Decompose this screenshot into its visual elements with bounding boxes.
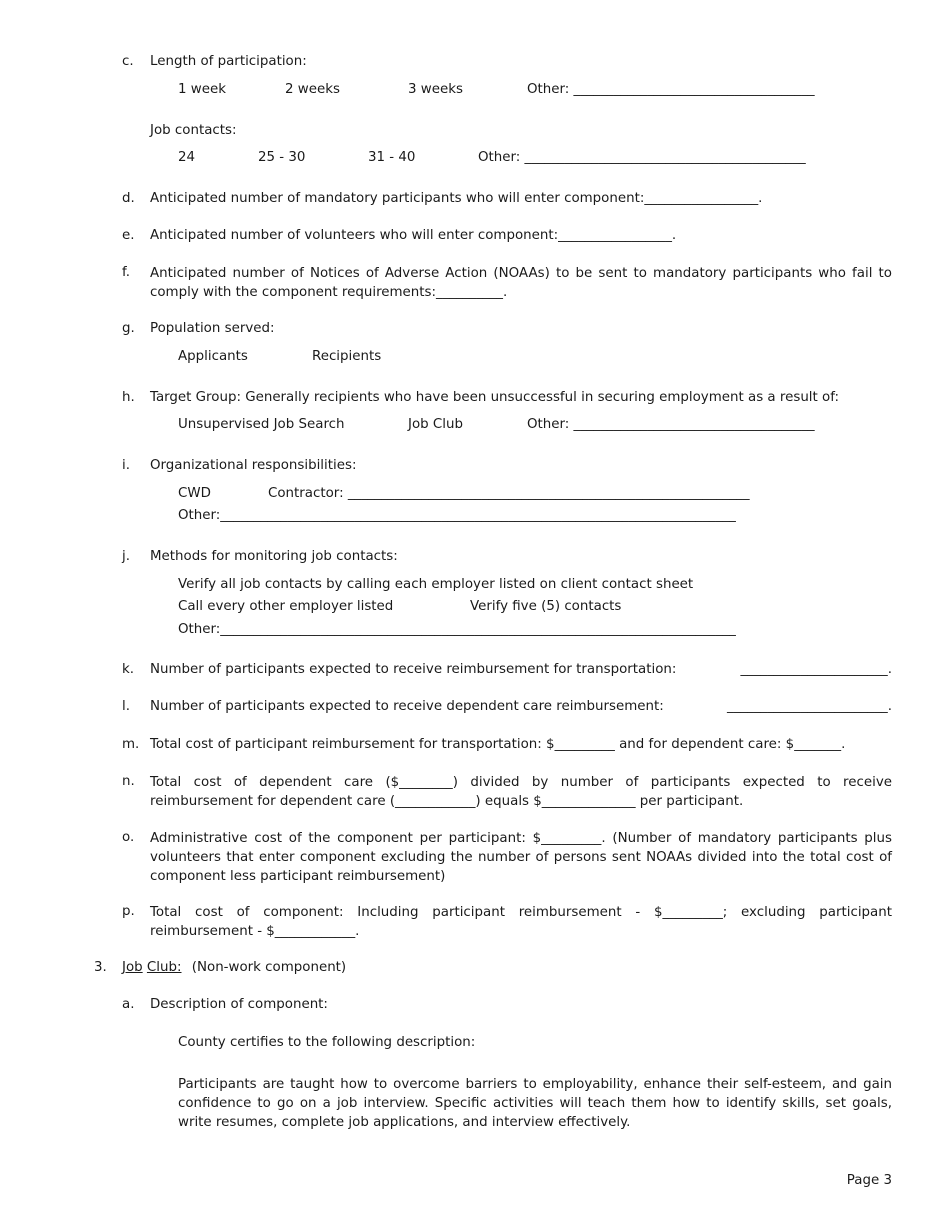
item-a-title: Description of component: [150,997,328,1012]
section-3-title-job: Job [122,960,143,975]
item-d-text[interactable]: Anticipated number of mandatory participants who will enter component:_________________. [150,191,763,206]
contacts-other-field[interactable]: Other: __________________________________________ [478,150,806,165]
contacts-option-25-30[interactable]: 25 - 30 [258,150,306,165]
page-number: Page 3 [846,1173,892,1188]
job-contacts-label: Job contacts: [150,123,237,138]
item-h-text: Target Group: Generally recipients who have been unsuccessful in securing employment as a result of: [150,390,839,405]
contacts-option-31-40[interactable]: 31 - 40 [368,150,416,165]
item-l-text: Number of participants expected to receive dependent care reimbursement: [150,699,664,714]
section-3-title-club: Club: [146,960,182,975]
section-3-heading [122,959,346,978]
length-other-field[interactable]: Other: ____________________________________ [527,82,815,97]
item-j-title: Methods for monitoring job contacts: [150,549,398,564]
item-e-letter: e. [122,228,135,243]
item-l-letter: l. [122,699,130,714]
item-f-letter: f. [122,265,130,280]
item-m-text[interactable]: Total cost of participant reimbursement for transportation: $_________ and for dependent care: $_______. [150,737,846,752]
responsibility-other-field[interactable]: Other:_____________________________________________________________________________ [178,508,736,523]
item-o-letter: o. [122,830,135,845]
monitoring-option-call-every-other[interactable]: Call every other employer listed [178,599,394,614]
population-option-recipients[interactable]: Recipients [312,349,382,364]
length-option-3-weeks[interactable]: 3 weeks [408,82,463,97]
item-o-text[interactable]: Administrative cost of the component per participant: $_________. (Number of mandatory participants plus volunteers that enter component excluding the number of persons sent NOAAs divided into the total cost of component less participant reimbursement) [150,831,892,884]
item-i-title: Organizational responsibilities: [150,458,357,473]
population-option-applicants[interactable]: Applicants [178,349,248,364]
target-option-job-club[interactable]: Job Club [408,417,463,432]
item-k-blank[interactable]: ______________________. [740,662,892,677]
target-other-field[interactable]: Other: ____________________________________ [527,417,815,432]
section-3-number: 3. [94,960,107,975]
component-description: Participants are taught how to overcome barriers to employability, enhance their self-esteem, and gain confidence to go on a job interview. Specific activities will teach them how to identify skills, set goals, write resumes, complete job applications, and interview effectively. [178,1077,892,1130]
item-h-letter: h. [122,390,135,405]
item-g-letter: g. [122,321,135,336]
item-e-text[interactable]: Anticipated number of volunteers who will enter component:_________________. [150,228,677,243]
item-c-title: Length of participation: [150,54,307,69]
length-option-1-week[interactable]: 1 week [178,82,226,97]
contractor-field[interactable]: Contractor: ____________________________________________________________ [268,486,750,501]
item-f-text[interactable]: Anticipated number of Notices of Adverse Action (NOAAs) to be sent to mandatory participants who fail to comply with the component requirements:__________. [150,266,892,300]
item-m-letter: m. [122,737,140,752]
section-3-subtitle: (Non-work component) [191,960,347,975]
item-n-letter: n. [122,774,135,789]
item-l-blank[interactable]: ________________________. [727,699,892,714]
monitoring-option-verify-five[interactable]: Verify five (5) contacts [470,599,622,614]
monitoring-other-field[interactable]: Other:_____________________________________________________________________________ [178,622,736,637]
target-option-unsupervised-job-search[interactable]: Unsupervised Job Search [178,417,345,432]
item-a-letter: a. [122,997,135,1012]
item-p-text[interactable]: Total cost of component: Including participant reimbursement - $_________; excluding participant reimbursement - $____________. [150,905,892,939]
responsibility-option-cwd[interactable]: CWD [178,486,211,501]
item-k-letter: k. [122,662,135,677]
item-i-letter: i. [122,458,130,473]
item-c-letter: c. [122,54,134,69]
county-certifies-text: County certifies to the following description: [178,1035,476,1050]
item-d-letter: d. [122,191,135,206]
item-n-text[interactable]: Total cost of dependent care ($________) divided by number of participants expected to receive reimbursement for dependent care (____________) equals $______________ per participant. [150,775,892,809]
length-option-2-weeks[interactable]: 2 weeks [285,82,340,97]
item-k-text: Number of participants expected to receive reimbursement for transportation: [150,662,677,677]
item-g-title: Population served: [150,321,275,336]
monitoring-option-verify-all[interactable]: Verify all job contacts by calling each employer listed on client contact sheet [178,577,694,592]
item-p-letter: p. [122,904,135,919]
contacts-option-24[interactable]: 24 [178,150,196,165]
item-j-letter: j. [122,549,130,564]
